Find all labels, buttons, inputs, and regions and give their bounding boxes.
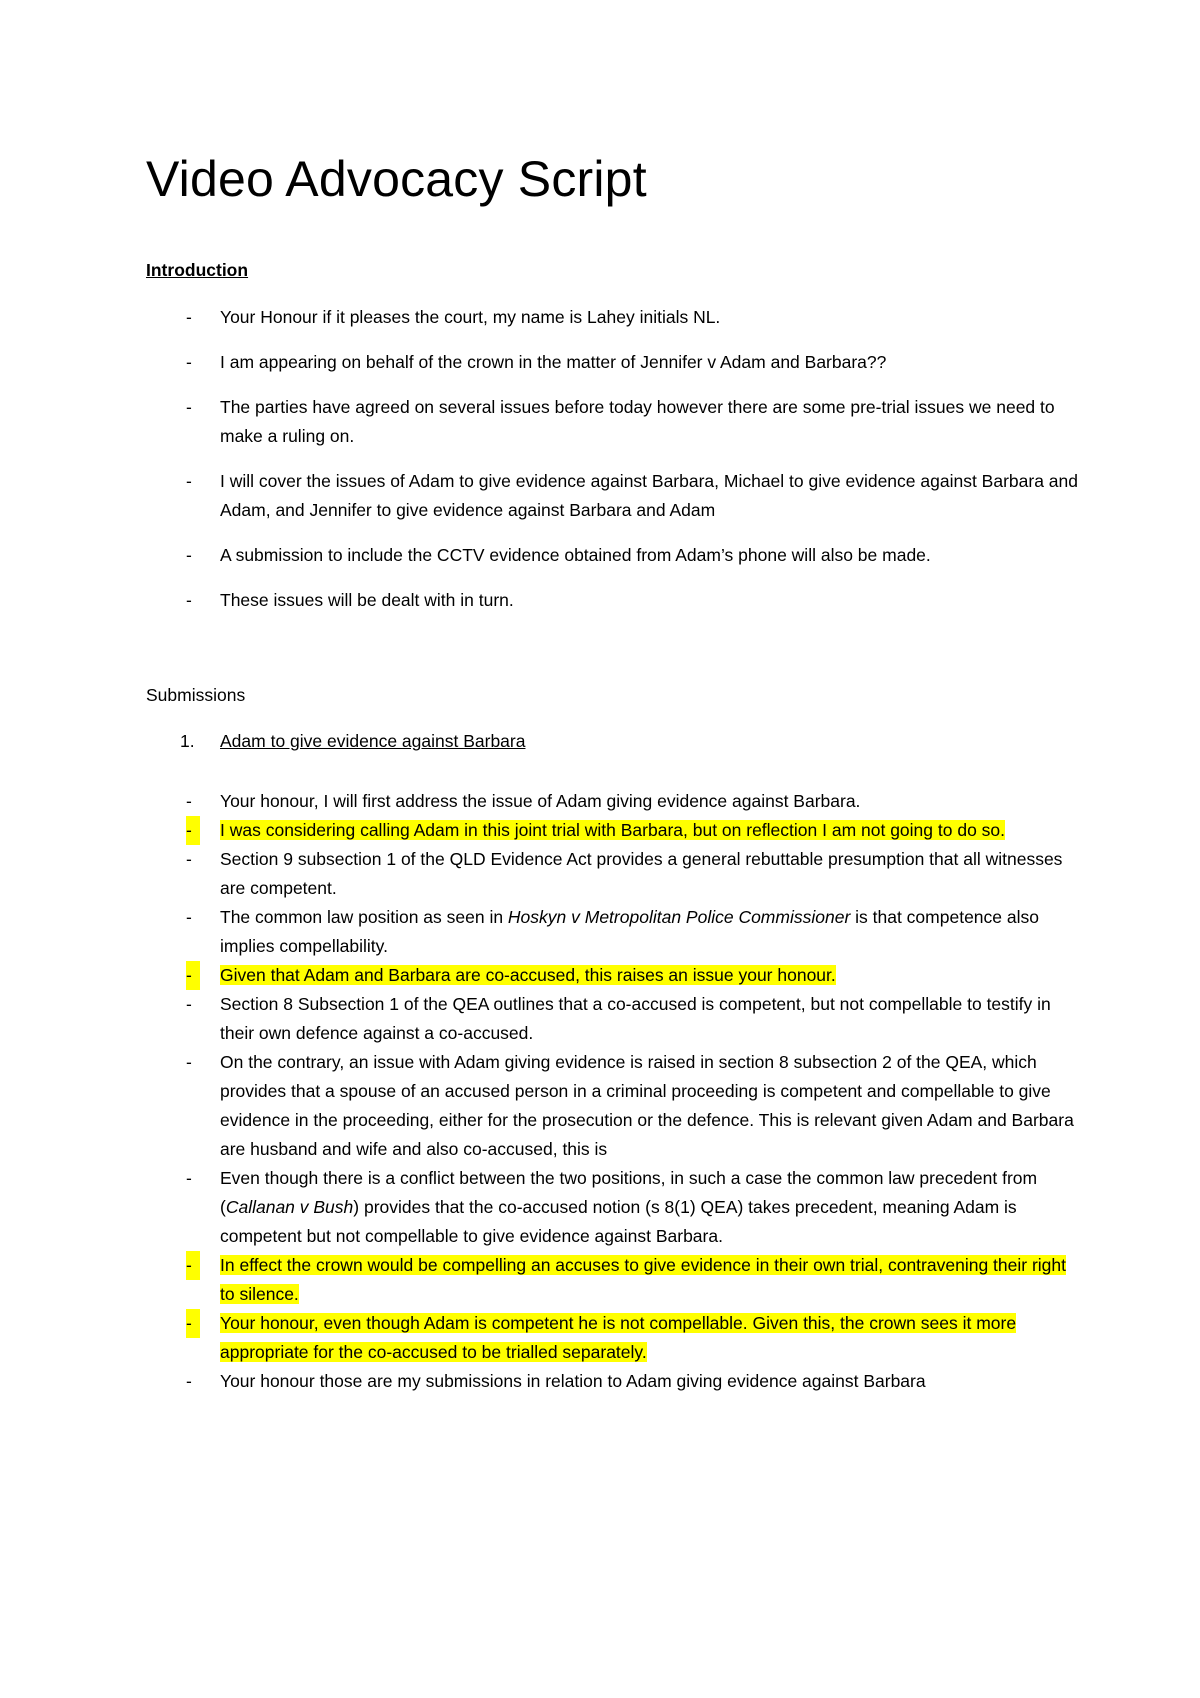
bullet-dash: - xyxy=(186,849,192,869)
case-citation: Hoskyn v Metropolitan Police Commissioner xyxy=(507,907,851,927)
submissions-heading: Submissions xyxy=(146,685,246,705)
bullet-dash: - xyxy=(186,791,192,811)
list-item xyxy=(0,348,1200,377)
section-title: Adam to give evidence against Barbara xyxy=(220,731,526,751)
submission-section-heading-list xyxy=(0,727,1200,756)
list-item-text: I will cover the issues of Adam to give evidence against Barbara, Michael to give evidence against Barbara and Adam, and Jennifer to give evidence against Barbara and Adam xyxy=(220,471,1078,520)
bullet-dash: - xyxy=(186,1371,192,1391)
list-item-text: Section 9 subsection 1 of the QLD Evidence Act provides a general rebuttable presumption that all witnesses are competent. xyxy=(220,849,1063,898)
bullet-dash: - xyxy=(186,816,200,845)
submission-section-heading xyxy=(0,727,1200,756)
bullet-dash: - xyxy=(186,961,200,990)
bullet-dash: - xyxy=(186,307,192,327)
list-item-highlighted xyxy=(0,961,1200,990)
submissions-list xyxy=(0,787,1200,1396)
introduction-list xyxy=(0,303,1200,631)
bullet-dash: - xyxy=(186,545,192,565)
list-item xyxy=(0,1164,1200,1251)
bullet-dash: - xyxy=(186,907,192,927)
list-item-text: Given that Adam and Barbara are co-accused, this raises an issue your honour. xyxy=(220,965,836,985)
bullet-dash: - xyxy=(186,1168,192,1188)
bullet-dash: - xyxy=(186,471,192,491)
list-item xyxy=(0,586,1200,615)
list-item-text: On the contrary, an issue with Adam giving evidence is raised in section 8 subsection 2 of the QEA, which provides that a spouse of an accused person in a criminal proceeding is competent and compellable to give evidence in the proceeding, either for the prosecution or the defence. This is relevant given Adam and Barbara are husband and wife and also co-accused, this is xyxy=(220,1052,1074,1159)
section-number: 1. xyxy=(180,731,195,751)
list-item xyxy=(0,990,1200,1048)
bullet-dash: - xyxy=(186,1309,200,1338)
bullet-dash: - xyxy=(186,397,192,417)
document-title: Video Advocacy Script xyxy=(146,151,647,207)
list-item xyxy=(0,467,1200,525)
list-item-text: The parties have agreed on several issues before today however there are some pre-trial issues we need to make a ruling on. xyxy=(220,397,1055,446)
list-item xyxy=(0,1048,1200,1164)
list-item-text: Your honour those are my submissions in relation to Adam giving evidence against Barbara xyxy=(220,1371,926,1391)
list-item-highlighted xyxy=(0,816,1200,845)
list-item-text: I am appearing on behalf of the crown in the matter of Jennifer v Adam and Barbara?? xyxy=(220,352,887,372)
list-item-text: A submission to include the CCTV evidence obtained from Adam’s phone will also be made. xyxy=(220,545,931,565)
list-item-highlighted xyxy=(0,1309,1200,1367)
bullet-dash: - xyxy=(186,1052,192,1072)
list-item xyxy=(0,845,1200,903)
list-item-text: Section 8 Subsection 1 of the QEA outlines that a co-accused is competent, but not compellable to testify in their own defence against a co-accused. xyxy=(220,994,1051,1043)
bullet-dash: - xyxy=(186,994,192,1014)
list-item-text xyxy=(220,1168,1037,1246)
list-item-text: I was considering calling Adam in this joint trial with Barbara, but on reflection I am not going to do so. xyxy=(220,820,1006,840)
text-run: Even though there is a conflict between the two positions, in such a case the common law precedent from ( xyxy=(220,1168,1038,1217)
bullet-dash: - xyxy=(186,352,192,372)
list-item xyxy=(0,1367,1200,1396)
text-run: ) provides that the co-accused notion (s 8(1) QEA) takes precedent, meaning Adam is competent but not compellable to give evidence against Barbara. xyxy=(220,1197,1017,1246)
list-item-text: These issues will be dealt with in turn. xyxy=(220,590,514,610)
introduction-heading: Introduction xyxy=(146,260,249,280)
case-citation: Callanan v Bush xyxy=(225,1197,354,1217)
list-item xyxy=(0,787,1200,816)
list-item-text: Your honour, even though Adam is competent he is not compellable. Given this, the crown sees it more appropriate for the co-accused to be trialled separately. xyxy=(220,1313,1017,1362)
bullet-dash: - xyxy=(186,590,192,610)
list-item xyxy=(0,393,1200,451)
list-item xyxy=(0,541,1200,570)
text-run: is that competence also implies compellability. xyxy=(220,907,1039,956)
list-item-text: In effect the crown would be compelling an accuses to give evidence in their own trial, contravening their right to silence. xyxy=(220,1255,1066,1304)
text-run: The common law position as seen in xyxy=(220,907,508,927)
list-item-text: Your honour, I will first address the issue of Adam giving evidence against Barbara. xyxy=(220,791,861,811)
list-item-text: Your Honour if it pleases the court, my name is Lahey initials NL. xyxy=(220,307,721,327)
list-item xyxy=(0,903,1200,961)
list-item xyxy=(0,303,1200,332)
bullet-dash: - xyxy=(186,1251,200,1280)
list-item-text xyxy=(220,907,1039,956)
list-item-highlighted xyxy=(0,1251,1200,1309)
